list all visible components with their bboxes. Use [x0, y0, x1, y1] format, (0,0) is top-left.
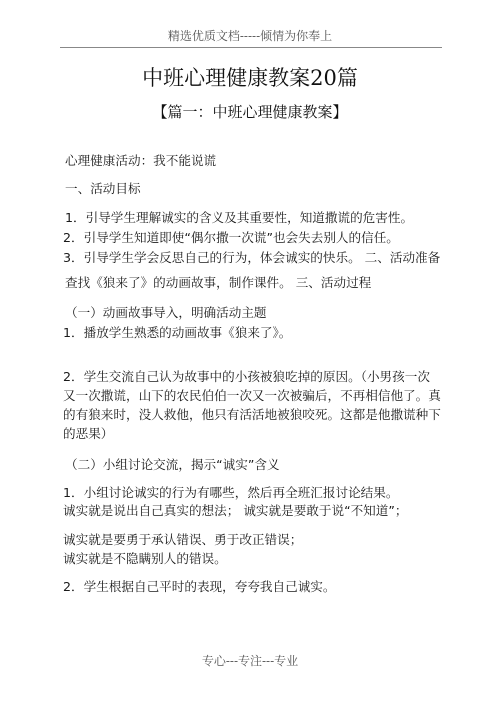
process-item-2-line-2: 又一次撒谎，山下的农民伯伯一次又一次被骗后，不再相信他了。真 [63, 388, 441, 403]
subsection-heading-2: （二）小组讨论交流，揭示“诚实”含义 [65, 457, 280, 472]
document-subtitle: 【篇一：中班心理健康教案】 [152, 103, 348, 121]
header-divider [60, 47, 442, 48]
discussion-item-1: 1．小组讨论诚实的行为有哪些，然后再全班汇报讨论结果。 [63, 485, 399, 500]
section-heading-goals: 一、活动目标 [65, 181, 141, 196]
page-footer: 专心---专注---专业 [201, 654, 299, 668]
honesty-definition-2: 诚实就是要勇于承认错误、勇于改正错误； [63, 532, 303, 547]
document-title: 中班心理健康教案20篇 [142, 66, 358, 90]
page-header: 精选优质文档-----倾情为你奉上 [167, 29, 333, 43]
goal-item-1: 1．引导学生理解诚实的含义及其重要性，知道撒谎的危害性。 [65, 210, 414, 225]
goal-item-2: 2．引导学生知道即使“偶尔撒一次谎”也会失去别人的信任。 [63, 230, 399, 245]
preparation-line: 查找《狼来了》的动画故事，制作课件。 三、活动过程 [65, 275, 372, 290]
process-item-2-line-4: 的恶果） [63, 426, 114, 441]
honesty-definition-3: 诚实就是不隐瞒别人的错误。 [63, 551, 227, 566]
process-item-2-line-3: 的有狼来时，没人救他，他只有活活地被狼咬死。这都是他撒谎种下 [63, 407, 441, 422]
discussion-item-2: 2．学生根据自己平时的表现，夸夸我自己诚实。 [63, 579, 336, 594]
subsection-heading-1: （一）动画故事导入，明确活动主题 [65, 305, 267, 320]
activity-name: 心理健康活动：我不能说谎 [65, 153, 217, 168]
process-item-1: 1．播放学生熟悉的动画故事《狼来了》。 [63, 325, 292, 340]
process-item-2-line-1: 2．学生交流自己认为故事中的小孩被狼吃掉的原因。（小男孩一次 [63, 369, 430, 384]
goal-item-3: 3．引导学生学会反思自己的行为，体会诚实的快乐。 二、活动准备 [63, 250, 441, 265]
honesty-definition-1: 诚实就是说出自己真实的想法； 诚实就是要敢于说“不知道”； [63, 503, 408, 518]
